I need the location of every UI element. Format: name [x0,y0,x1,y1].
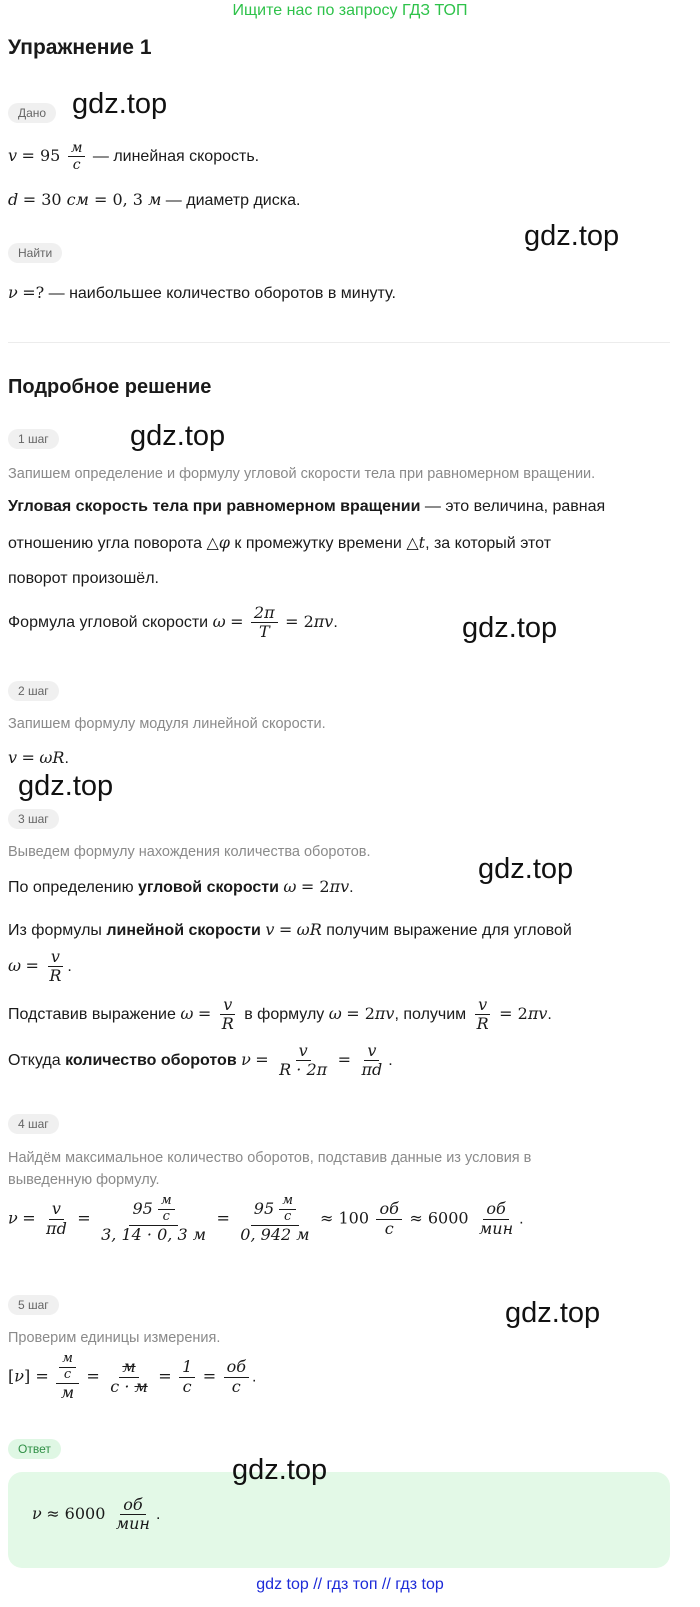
step4-formula: ν = $\frac{v}{\pi d}$ = 95 $\frac{м}{с}$ 3, 14 · 0, 3 м = 95 $\frac{м}{с}$ 0, 942 м ≈ 100 $\frac{об}{с}$ ≈ 6000 $\frac{об}{\text{мин}}$ . [8,1193,524,1244]
find-chip: Найти [8,243,62,263]
step3-p4-bold: количество оборотов [65,1052,237,1070]
step1-intro: Запишем определение и формулу угловой скорости тела при равномерном вращении. [8,466,596,482]
find-line-text: — наибольшее количество оборотов в минуту. [48,285,396,302]
promo-text: Ищите нас по запросу ГДЗ ТОП [232,2,468,19]
step3-p4-text: Откуда [8,1052,61,1070]
step1-formula-text: Формула угловой скорости [8,614,209,632]
answer-label [8,1440,61,1458]
step5-chip: 5 шаг [8,1295,59,1315]
step1-definition-line1 [8,495,605,519]
step1-def-line2b: к промежутку времени [234,535,402,552]
watermark: gdz.top [130,420,226,452]
step2-label [8,682,59,700]
watermark: gdz.top [478,853,574,885]
given-chip: Дано [8,103,56,123]
given-line-1-text: — линейная скорость. [92,147,260,165]
section-divider [8,342,670,343]
step1-definition-line2: отношению угла поворота △φ к промежутку времени △t, за который этот [8,533,552,552]
step4-intro-2: выведенную формулу. [8,1172,160,1188]
step3-para3: Подставив выражение ω = $\frac{v}{R}$ в формулу ω = 2πv, получим $\frac{v}{R}$ = 2πv. [8,995,552,1034]
step3-p3-c: , получим [394,1006,467,1024]
step3-p1-text: По определению [8,879,134,896]
step3-p2-text: Из формулы [8,922,102,939]
step2-formula: v = ωR. [8,748,69,767]
step5-units-formula: [ν] = $\frac{\frac{м}{с}}{м}$ = $\frac{м}{с \cdot м}$ = $\frac{1}{с}$ = $\frac{об}{с}$ . [8,1351,257,1402]
step2-intro: Запишем формулу модуля линейной скорости. [8,716,326,732]
step5-intro: Проверим единицы измерения. [8,1330,221,1346]
answer-chip: Ответ [8,1439,61,1459]
step3-omega-expr: ω = $\frac{v}{R}$ . [8,947,72,986]
step1-chip: 1 шаг [8,429,59,449]
watermark: gdz.top [232,1454,328,1486]
watermark: gdz.top [72,88,168,120]
step3-p1-bold: угловой скорости [138,879,279,896]
watermark: gdz.top [462,612,558,644]
watermark: gdz.top [18,770,114,802]
step3-para4: Откуда количество оборотов ν = $\frac{v}{R \cdot 2\pi}$ = $\frac{v}{\pi d}$ . [8,1041,393,1080]
given-line-2-text: — диаметр диска. [165,192,301,209]
solution-title: Подробное решение [8,376,212,398]
step2-chip: 2 шаг [8,681,59,701]
step1-def-bold: Угловая скорость тела при равномерном вращении [8,498,421,515]
given-line-2: d = 30 см = 0, 3 м — диаметр диска. [8,190,301,209]
find-line: ν =? — наибольшее количество оборотов в минуту. [8,283,396,302]
step3-p3-b: в формулу [244,1006,325,1024]
given-line-1: v = 95 $\frac{м}{с}$ — линейная скорость. [8,140,260,174]
find-label [8,244,62,262]
step3-chip: 3 шаг [8,809,59,829]
step1-label [8,430,59,448]
step3-intro: Выведем формулу нахождения количества оборотов. [8,844,371,860]
step3-p2-bold: линейной скорости [106,922,261,939]
step1-def-line2c: , за который этот [425,535,552,552]
footer-links[interactable]: gdz top // гдз топ // гдз top [256,1576,444,1593]
watermark: gdz.top [505,1297,601,1329]
step1-def-line2a: отношению угла поворота [8,535,202,552]
step4-label [8,1115,59,1133]
step3-para2: Из формулы линейной скорости v = ωR получим выражение для угловой [8,920,572,939]
step4-intro-1: Найдём максимальное количество оборотов, подставив данные из условия в [8,1150,532,1166]
page-title: Упражнение 1 [8,36,152,59]
step3-para1: По определению угловой скорости ω = 2πv. [8,877,354,896]
step5-label [8,1296,59,1314]
watermark: gdz.top [524,220,620,252]
step3-p3-a: Подставив выражение [8,1006,176,1024]
step3-label [8,810,59,828]
step1-definition-line3: поворот произошёл. [8,570,159,587]
step4-chip: 4 шаг [8,1114,59,1134]
step1-def-rest: — это величина, равная [424,498,606,515]
step3-p2-rest: получим выражение для угловой [326,922,572,939]
given-label [8,104,56,122]
answer-formula: ν ≈ 6000 $\frac{об}{\text{мин}}$ . [32,1495,161,1534]
step1-formula: Формула угловой скорости ω = $\frac{2\pi}{T}$ = 2πv. [8,603,338,642]
